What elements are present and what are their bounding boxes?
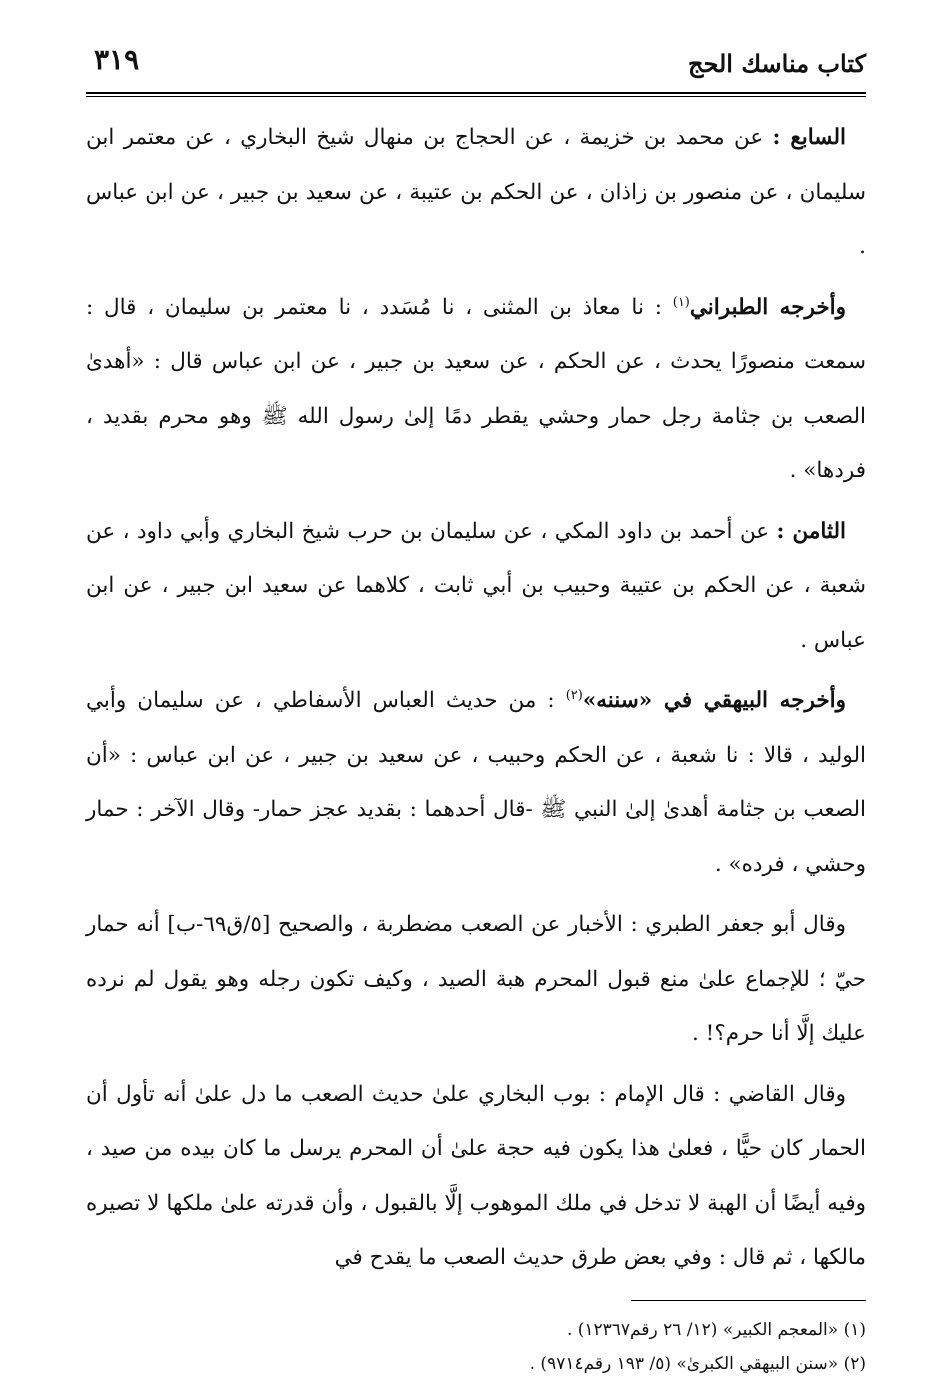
footnotes	[86, 1313, 866, 1381]
paragraph-lead: وأخرجه الطبراني	[689, 294, 847, 320]
paragraph-qadi	[86, 1068, 866, 1286]
paragraph-text: عن أحمد بن داود المكي ، عن سليمان بن حرب شيخ البخاري وأبي داود ، عن شعبة ، عن الحكم بن عتيبة وحبيب بن أبي ثابت ، كلاهما عن سعيد ابن جبير ، عن ابن عباس .	[86, 518, 866, 653]
paragraph-lead: السابع :	[772, 125, 847, 150]
page-header	[86, 38, 866, 90]
paragraph-text: : من حديث العباس الأسفاطي ، عن سليمان وأبي الوليد ، قالا : نا شعبة ، عن الحكم وحبيب ، عن سعيد بن جبير ، عن ابن عباس : «أن الصعب بن جثامة أهدىٰ إلىٰ النبي ﷺ -قال أحدهما : بقديد عجز حمار- وقال الآخر : حمار وحشي ، فرده» .	[86, 688, 866, 877]
footnote-1: (١) «المعجم الكبير» (١٢/ ٢٦ رقم١٢٣٦٧) .	[566, 1319, 866, 1340]
footnote-2: (٢) «سنن البيهقي الكبرىٰ» (٥/ ١٩٣ رقم٩٧١٤) .	[529, 1353, 866, 1374]
paragraph-lead: وأخرجه البيهقي في «سننه»	[582, 688, 846, 713]
paragraph-tabarani	[86, 281, 866, 499]
footnote-ref: (١)	[672, 294, 690, 310]
header-rule	[86, 92, 866, 97]
running-title: كتاب مناسك الحج	[688, 49, 866, 78]
paragraph-eighth	[86, 505, 866, 669]
paragraph-tabari	[86, 898, 866, 1062]
paragraph-text: عن محمد بن خزيمة ، عن الحجاج بن منهال شيخ البخاري ، عن معتمر ابن سليمان ، عن منصور بن زاذان ، عن الحكم بن عتيبة ، عن سعيد بن جبير ، عن ابن عباس .	[86, 125, 866, 259]
paragraph-text: وقال القاضي : قال الإمام : بوب البخاري علىٰ حديث الصعب ما دل علىٰ أنه تأول أن الحمار كان حيًّا ، فعلىٰ هذا يكون فيه حجة علىٰ أن المحرم يرسل ما كان بيده من صيد ، وفيه أيضًا أن الهبة لا تدخل في ملك الموهوب إلَّا بالقبول ، وأن قدرته علىٰ ملكها لا تصيره مالكها ، ثم قال : وفي بعض طرق حديث الصعب ما يقدح في	[86, 1081, 866, 1270]
page-number: ٣١٩	[94, 43, 140, 76]
paragraph-text: : نا معاذ بن المثنى ، نا مُسَدد ، نا معتمر بن سليمان ، قال : سمعت منصورًا يحدث ، عن الحكم ، عن سعيد بن جبير ، عن ابن عباس قال : «أهدىٰ الصعب بن جثامة رجل حمار وحشي يقطر دمًا إلىٰ رسول الله ﷺ وهو محرم بقديد ، فردها» .	[86, 294, 866, 483]
document-page	[86, 38, 866, 1381]
paragraph-bayhaqi	[86, 674, 866, 892]
footnote-rule	[631, 1300, 866, 1301]
main-text	[86, 111, 866, 1286]
footnote-ref: (٢)	[565, 687, 583, 703]
paragraph-text: وقال أبو جعفر الطبري : الأخبار عن الصعب مضطربة ، والصحيح [٥/ق٦٩-ب] أنه حمار حيّ ؛ للإجماع علىٰ منع قبول المحرم هبة الصيد ، وكيف تكون رجله وهو يقول لم نرده عليك إلَّا أنا حرم؟! .	[86, 912, 866, 1046]
paragraph-seventh	[86, 111, 866, 275]
paragraph-lead: الثامن :	[776, 518, 846, 544]
